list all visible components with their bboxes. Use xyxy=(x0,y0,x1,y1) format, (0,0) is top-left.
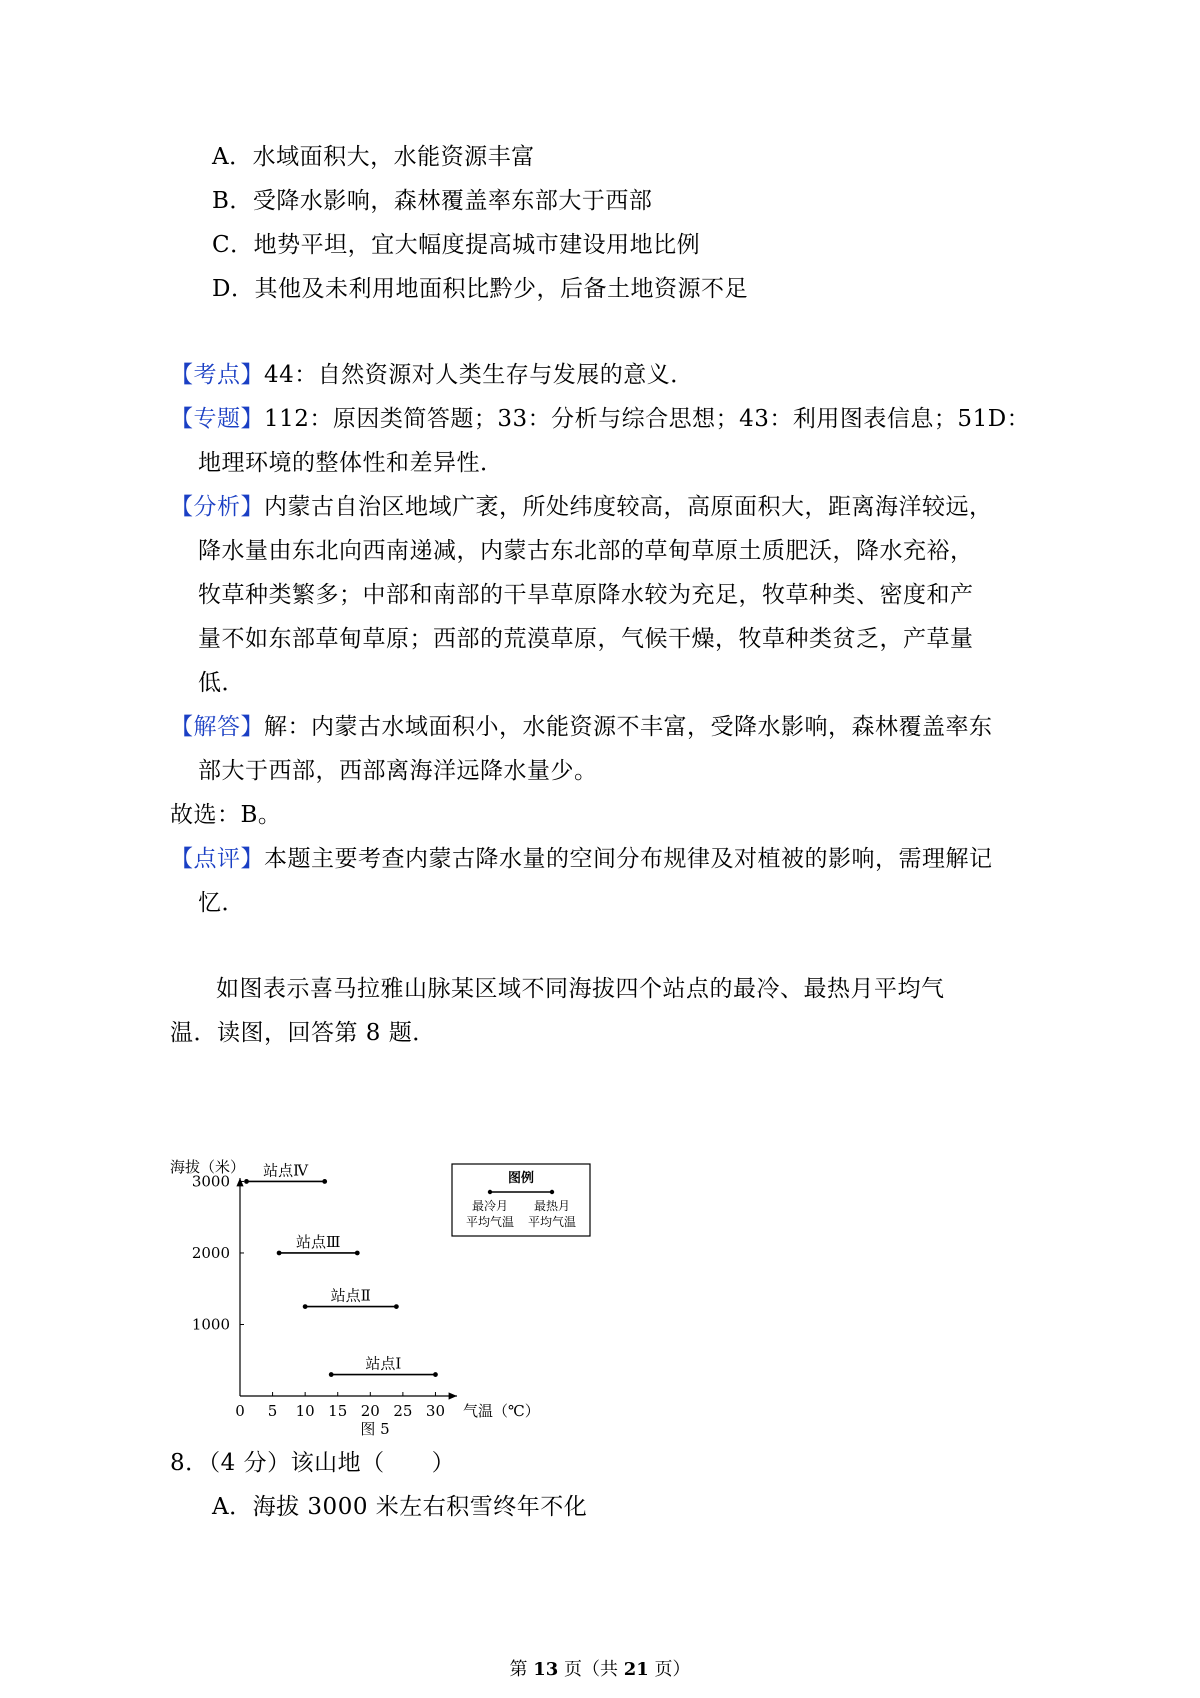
jieda-tag: 【解答】 xyxy=(170,714,264,740)
y-tick-label: 2000 xyxy=(191,1243,230,1262)
page-number: 13 xyxy=(533,1659,559,1680)
fenxi-line3: 牧草种类繁多；中部和南部的干旱草原降水较为充足，牧草种类、密度和产 xyxy=(198,582,974,608)
legend-title: 图例 xyxy=(507,1171,535,1186)
page-footer: 第 13 页（共 21 页） xyxy=(509,1659,691,1680)
legend-cold-label: 最冷月 xyxy=(471,1199,509,1213)
dianping-section: 【点评】本题主要考查内蒙古降水量的空间分布规律及对植被的影响，需理解记 xyxy=(170,846,993,872)
x-tick-label: 10 xyxy=(295,1402,315,1420)
fenxi-line4: 量不如东部草甸草原；西部的荒漠草原，气候干燥，牧草种类贫乏，产草量 xyxy=(198,626,974,652)
dianping-line2: 忆． xyxy=(198,890,245,916)
fenxi-line2: 降水量由东北向西南递减，内蒙古东北部的草甸草原土质肥沃，降水充裕， xyxy=(198,538,974,564)
legend-cold-point xyxy=(488,1190,492,1194)
zhuanti-line2: 地理环境的整体性和差异性． xyxy=(198,450,504,476)
station-label: 站点Ⅳ xyxy=(263,1161,309,1180)
station-cold-point xyxy=(277,1251,282,1256)
jieda-line2: 部大于西部，西部离海洋远降水量少。 xyxy=(198,758,598,784)
x-tick-label: 5 xyxy=(267,1402,278,1420)
x-axis-label: 气温（℃） xyxy=(463,1402,540,1420)
elevation-temperature-chart xyxy=(170,1148,640,1438)
legend-cold-label: 平均气温 xyxy=(465,1215,515,1229)
station-cold-point xyxy=(303,1304,308,1309)
x-tick-label: 0 xyxy=(235,1402,245,1420)
legend-hot-label: 最热月 xyxy=(533,1199,571,1213)
x-tick-label: 30 xyxy=(425,1402,446,1420)
station-hot-point xyxy=(355,1251,360,1256)
option-a: A．水域面积大，水能资源丰富 xyxy=(212,144,535,170)
y-ticks xyxy=(192,1172,244,1333)
fenxi-line5: 低． xyxy=(198,670,245,696)
x-tick-label: 20 xyxy=(360,1402,380,1420)
fenxi-tag: 【分析】 xyxy=(170,494,264,520)
legend-hot-label: 平均气温 xyxy=(527,1215,577,1229)
station-hot-point xyxy=(394,1304,399,1309)
page-total: 21 xyxy=(623,1659,649,1680)
station-label: 站点Ⅲ xyxy=(295,1232,341,1251)
dianping-tag: 【点评】 xyxy=(170,846,264,872)
figure-caption: 图 5 xyxy=(360,1420,390,1438)
kaodian-section: 【考点】44：自然资源对人类生存与发展的意义． xyxy=(170,362,694,388)
x-tick-label: 25 xyxy=(393,1402,413,1420)
kaodian-tag: 【考点】 xyxy=(170,362,264,388)
option-c: C．地势平坦，宜大幅度提高城市建设用地比例 xyxy=(212,232,701,258)
answer-choice: 故选：B。 xyxy=(170,802,282,828)
station-hot-point xyxy=(433,1372,438,1377)
zhuanti-tag: 【专题】 xyxy=(170,406,264,432)
option-b: B．受降水影响，森林覆盖率东部大于西部 xyxy=(212,188,653,214)
jieda-section: 【解答】解：内蒙古水域面积小，水能资源不丰富，受降水影响，森林覆盖率东 xyxy=(170,714,993,740)
station-bars xyxy=(244,1161,438,1376)
station-cold-point xyxy=(244,1179,249,1184)
option-d: D．其他及未利用地面积比黔少，后备土地资源不足 xyxy=(212,276,748,302)
y-tick-label: 3000 xyxy=(191,1172,230,1191)
y-tick-label: 1000 xyxy=(191,1315,230,1334)
x-tick-label: 15 xyxy=(328,1402,348,1420)
station-hot-point xyxy=(322,1179,327,1184)
intro-line1: 如图表示喜马拉雅山脉某区域不同海拔四个站点的最冷、最热月平均气 xyxy=(216,976,945,1002)
legend xyxy=(452,1164,590,1236)
q8-stem: 8．（4 分）该山地（ ） xyxy=(170,1450,456,1476)
intro-line2: 温．读图，回答第 8 题． xyxy=(170,1020,436,1046)
fenxi-section: 【分析】内蒙古自治区地域广袤，所处纬度较高，高原面积大，距离海洋较远， xyxy=(170,494,993,520)
y-axis-label: 海拔（米） xyxy=(170,1158,246,1176)
zhuanti-section: 【专题】112：原因类简答题；33：分析与综合思想；43：利用图表信息；51D： xyxy=(170,406,1031,432)
station-label: 站点Ⅱ xyxy=(330,1286,371,1305)
legend-hot-point xyxy=(550,1190,554,1194)
station-label: 站点Ⅰ xyxy=(365,1354,402,1373)
q8-option-a: A．海拔 3000 米左右积雪终年不化 xyxy=(212,1494,588,1520)
station-cold-point xyxy=(329,1372,334,1377)
